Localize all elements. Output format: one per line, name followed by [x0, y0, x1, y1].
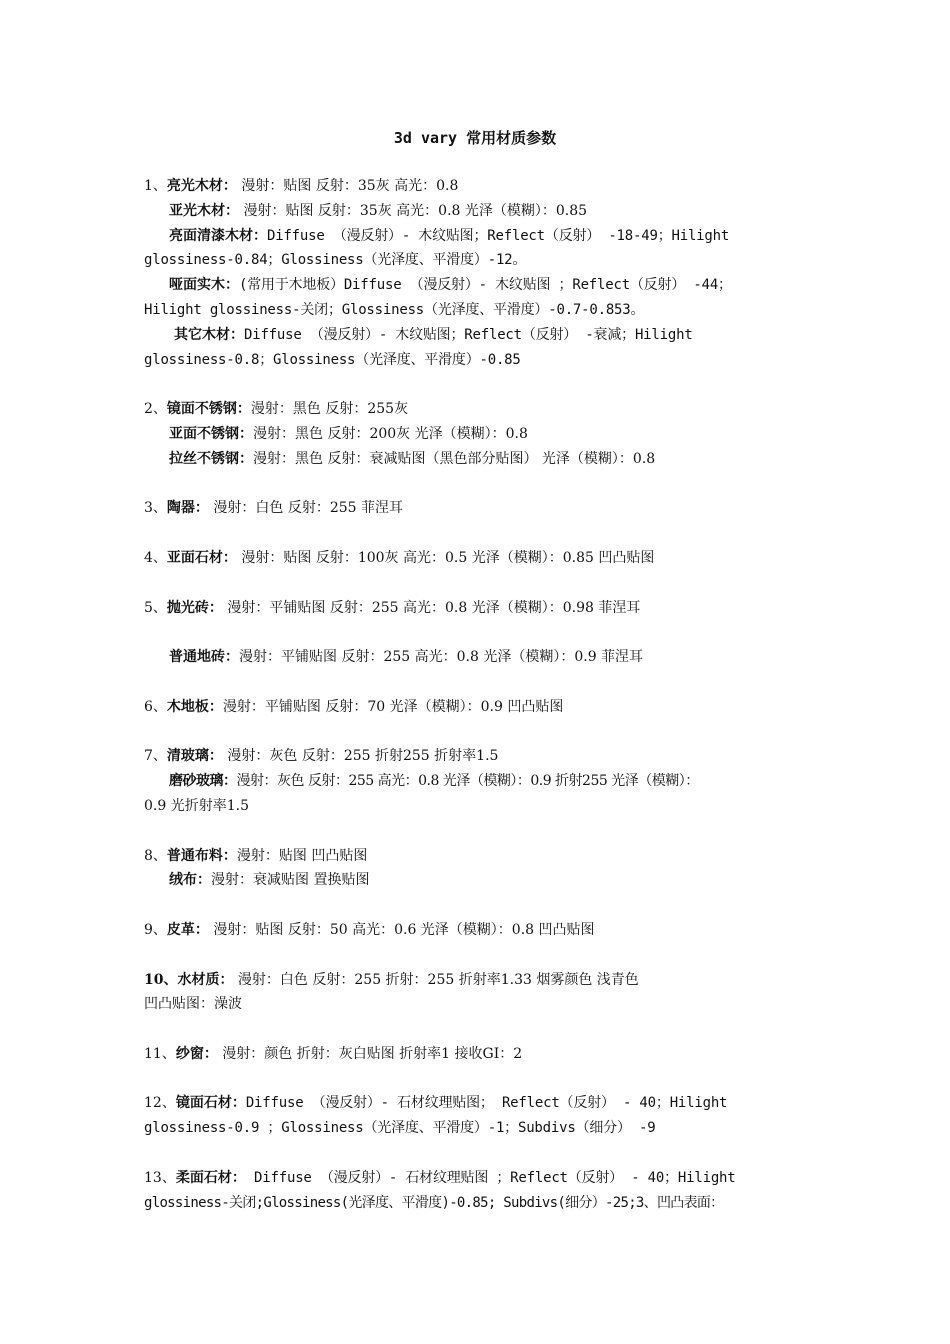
section-steel-line-1: 2、镜面不锈钢：漫射：黑色 反射：255灰	[144, 401, 409, 418]
material-name: 木地板：	[166, 698, 223, 715]
section-fabric: 8、普通布料：漫射：贴图 凹凸贴图	[144, 847, 368, 864]
section-frosted-glass-cont: 0.9 光折射率1.5	[144, 797, 249, 814]
material-name: 普通地砖：	[169, 649, 239, 666]
section-wood-line-8: glossiness-0.8；Glossiness（光泽度、平滑度）-0.85	[144, 351, 521, 368]
section-wood-line-3: 亮面清漆木材：Diffuse （漫反射）- 木纹贴图；Reflect（反射） -18-49；Hilight	[169, 227, 730, 244]
section-wood-line-4: glossiness-0.84；Glossiness（光泽度、平滑度）-12。	[144, 252, 527, 269]
material-name: 皮革：	[166, 921, 209, 938]
section-steel-line-3: 拉丝不锈钢：漫射：黑色 反射：衰减贴图（黑色部分贴图） 光泽（模糊）：0.8	[169, 450, 656, 467]
section-soft-stone: 13、柔面石材： Diffuse （漫反射）- 石材纹理贴图 ；Reflect（反射） - 40；Hilight	[144, 1169, 736, 1186]
material-name: 纱窗：	[175, 1045, 218, 1062]
section-wood-line-7: 其它木材：Diffuse （漫反射）- 木纹贴图；Reflect（反射） -衰减；Hilight	[174, 326, 693, 343]
section-frosted-glass: 磨砂玻璃：漫射：灰色 反射：255 高光：0.8 光泽（模糊）：0.9 折射255 光泽（模糊）：	[169, 773, 699, 790]
section-wood-line-6: Hilight glossiness-关闭；Glossiness（光泽度、平滑度）-0.7-0.853。	[144, 301, 645, 318]
section-wood-floor: 6、木地板：漫射：平铺贴图 反射：70 光泽（模糊）：0.9 凹凸贴图	[144, 698, 564, 715]
material-name: 亮光木材：	[166, 178, 237, 194]
section-floor-tile: 普通地砖：漫射：平铺贴图 反射：255 高光：0.8 光泽（模糊）：0.9 菲涅耳	[169, 649, 644, 666]
material-name: 拉丝不锈钢：	[169, 450, 253, 467]
section-wood-line-1: 1、亮光木材： 漫射：贴图 反射：35灰 高光：0.8	[144, 178, 459, 194]
section-steel-line-2: 亚面不锈钢：漫射：黑色 反射：200灰 光泽（模糊）：0.8	[169, 425, 528, 442]
section-matte-stone: 4、亚面石材： 漫射：贴图 反射：100灰 高光：0.5 光泽（模糊）：0.85 凹凸贴图	[144, 549, 655, 566]
material-name: 亮面清漆木材：	[169, 227, 267, 244]
document-title: 3d vary 常用材质参数	[393, 129, 557, 147]
material-name: 绒布：	[169, 872, 211, 889]
material-name: 亚面石材：	[166, 549, 237, 566]
material-name: 亚面不锈钢：	[169, 425, 253, 442]
section-mirror-stone-cont: glossiness-0.9 ；Glossiness（光泽度、平滑度）-1；Subdivs（细分） -9	[144, 1120, 656, 1137]
section-mirror-stone: 12、镜面石材：Diffuse （漫反射）- 石材纹理贴图； Reflect（反射） - 40；Hilight	[144, 1095, 728, 1112]
section-leather: 9、皮革： 漫射：贴图 反射：50 高光：0.6 光泽（模糊）：0.8 凹凸贴图	[144, 921, 595, 938]
material-name: 清玻璃：	[166, 748, 223, 765]
material-name: 镜面石材：	[175, 1095, 246, 1112]
section-velvet: 绒布：漫射：衰减贴图 置换贴图	[169, 872, 370, 889]
material-name: 亚光木材：	[169, 202, 239, 219]
section-clear-glass: 7、清玻璃： 漫射：灰色 反射：255 折射255 折射率1.5	[144, 748, 499, 765]
material-name: 水材质：	[177, 971, 234, 988]
section-polished-tile: 5、抛光砖： 漫射：平铺贴图 反射：255 高光：0.8 光泽（模糊）：0.98 菲涅耳	[144, 599, 641, 616]
material-name: 抛光砖：	[166, 599, 223, 616]
material-name: 磨砂玻璃：	[169, 773, 237, 790]
material-name: 普通布料：	[166, 847, 237, 864]
material-name: 柔面石材：	[175, 1169, 246, 1186]
material-name: 哑面实木：	[169, 277, 239, 294]
section-wood-line-5: 哑面实木：(常用于木地板）Diffuse （漫反射）- 木纹贴图 ；Reflect（反射） -44；	[169, 277, 732, 294]
section-soft-stone-cont: glossiness-关闭;Glossiness(光泽度、平滑度)-0.85; Subdivs(细分）-25;3、凹凸表面：	[144, 1194, 724, 1211]
material-list	[144, 174, 808, 1215]
material-name: 其它木材：	[174, 326, 244, 343]
section-wood-line-2: 亚光木材： 漫射：贴图 反射：35灰 高光：0.8 光泽（模糊）：0.85	[169, 202, 588, 219]
material-name: 镜面不锈钢：	[166, 401, 251, 418]
section-water: 10、水材质： 漫射：白色 反射：255 折射：255 折射率1.33 烟雾颜色 浅青色	[144, 971, 639, 988]
section-ceramic: 3、陶器： 漫射：白色 反射：255 菲涅耳	[144, 500, 403, 517]
section-screen: 11、纱窗： 漫射：颜色 折射：灰白贴图 折射率1 接收GI：2	[144, 1045, 523, 1062]
section-water-cont: 凹凸贴图：澡波	[144, 996, 242, 1013]
material-name: 陶器：	[166, 500, 209, 517]
